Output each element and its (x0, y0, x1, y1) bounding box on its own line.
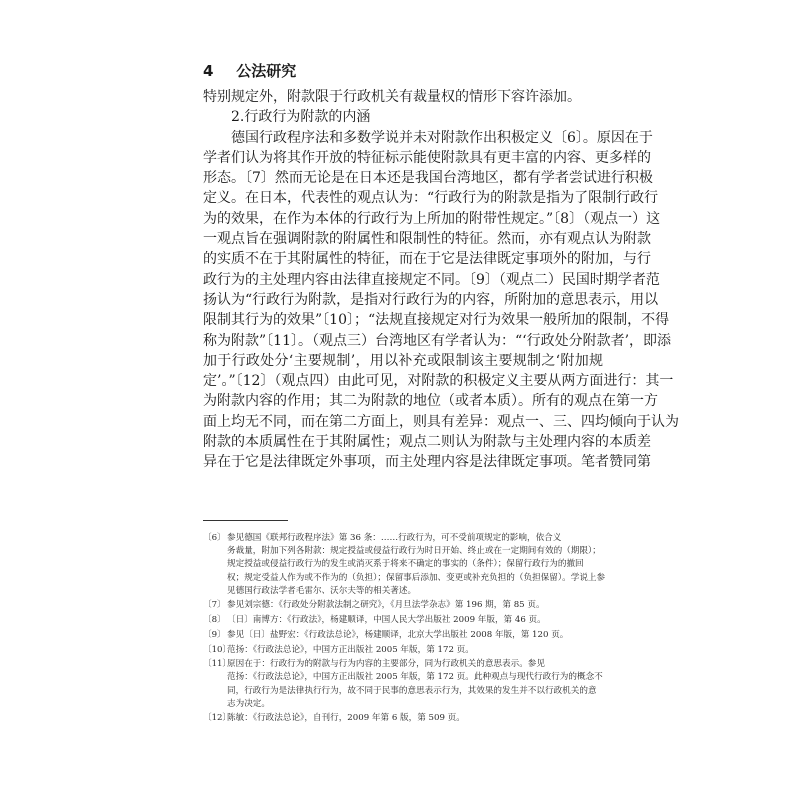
body-line: 扬认为“行政行为附款，是指对行政行为的内容，所附加的意思表示，用以 (203, 291, 659, 308)
body-line: 德国行政程序法和多数学说并未对附款作出积极定义〔6〕。原因在于 (231, 129, 653, 146)
footnote (203, 658, 603, 711)
footnote-text: 原因在于：行政行为的附款与行为内容的主要部分，同为行政机关的意思表示。参见 (227, 659, 545, 670)
page-number: 4 (203, 62, 214, 80)
footnote-line (203, 558, 603, 571)
body-line: 称为附款”〔11〕。（观点三）台湾地区有学者认为：“‘行政处分附款者’，即添 (203, 332, 672, 349)
body-line: 政行为的主处理内容由法律直接规定不同。〔9〕（观点二）民国时期学者范 (203, 271, 660, 288)
footnote-line (203, 658, 603, 671)
footnote-marker: 〔8〕 (203, 615, 226, 626)
journal-title: 公法研究 (236, 62, 297, 80)
body-line: 学者们认为将其作开放的特征标示能使附款具有更丰富的内容、更多样的 (203, 149, 651, 166)
footnote-divider (203, 520, 288, 521)
footnote-text: 务裁量，附加下列各附款：规定授益或侵益行政行为时日开始、终止或在一定期间有效的（期限）； (227, 546, 601, 557)
footnote (203, 614, 603, 627)
body-line: 2.行政行为附款的内涵 (231, 109, 371, 126)
footnote-text: 权；规定受益人作为或不作为的（负担）；保留事后添加、变更或补充负担的（负担保留）。学说上参 (227, 572, 606, 583)
footnote-marker: 〔11〕 (203, 659, 232, 670)
footnote-marker: 〔9〕 (203, 629, 226, 640)
body-line: 特别规定外，附款限于行政机关有裁量权的情形下容许添加。 (203, 89, 581, 105)
body-line: 面上均无不同，而在第二方面上，则具有差异：观点一、三、四均倾向于认为 (203, 413, 679, 430)
body-text (203, 87, 679, 473)
footnote-text: 规定授益或侵益行政行为的发生或消灭系于将来不确定的事实的（条件）；保留行政行为的撤回 (227, 559, 584, 570)
footnote-line (203, 629, 603, 642)
body-line: 的实质不在于其附属性的特征，而在于它是法律既定事项外的附加，与行 (203, 251, 651, 268)
footnote (203, 712, 603, 725)
footnote (203, 532, 606, 598)
footnote-line (203, 532, 603, 545)
footnote-line (203, 585, 603, 598)
footnote-marker: 〔7〕 (203, 600, 226, 611)
footnote-line (203, 671, 603, 684)
footnote-marker: 〔6〕 (203, 533, 226, 543)
footnotes (203, 532, 606, 727)
body-line: 定’。”〔12〕（观点四）由此可见，对附款的积极定义主要从两方面进行：其一 (203, 373, 674, 390)
footnote-text: 见德国行政法学者毛雷尔、沃尔夫等的相关著述。 (227, 585, 417, 596)
footnote-text: 范扬：《行政法总论》，中国方正出版社 2005 年版，第 172 页。此种观点与现代行政行为的概念不 (227, 672, 603, 683)
footnote (203, 644, 603, 657)
footnote-text: 同，行政行为是法律执行行为，故不同于民事的意思表示行为，其效果的发生并不以行政机关的意 (227, 685, 597, 696)
footnote-marker: 〔10〕 (203, 644, 232, 655)
body-line: 加于行政处分‘主要规制’，用以补充或限制该主要规制之‘附加规 (203, 352, 603, 369)
body-line: 形态。〔7〕然而无论是在日本还是我国台湾地区，都有学者尝试进行积极 (203, 170, 653, 187)
footnote-text: 陈敏：《行政法总论》，自刊行，2009 年第 6 版，第 509 页。 (227, 713, 465, 724)
footnote-text: 志为决定。 (227, 698, 270, 709)
body-line: 限制其行为的效果”〔10〕；“法规直接规定对行为效果一般所加的限制，不得 (203, 312, 670, 329)
body-line: 为附款内容的作用；其二为附款的地位（或者本质）。所有的观点在第一方 (203, 393, 658, 410)
footnote-text: 范扬：《行政法总论》，中国方正出版社 2005 年版，第 172 页。 (227, 644, 474, 655)
footnote-line (203, 545, 603, 558)
body-line: 定义。在日本，代表性的观点认为：“行政行为的附款是指为了限制行政行 (203, 190, 659, 207)
footnote-line (203, 644, 603, 657)
footnote-text: 〔日〕南博方：《行政法》，杨建顺译，中国人民大学出版社 2009 年版，第 46 页。 (227, 615, 546, 626)
footnote-line (203, 685, 603, 698)
footnote (203, 629, 603, 642)
footnote-line (203, 599, 603, 612)
footnote-line (203, 712, 603, 725)
footnote-line (203, 614, 603, 627)
running-header (203, 60, 296, 81)
footnote-text: 参见〔日〕盐野宏：《行政法总论》，杨建顺译，北京大学出版社 2008 年版，第 120 页。 (227, 629, 569, 640)
footnote-marker: 〔12〕 (203, 713, 232, 724)
footnote-line (203, 572, 606, 585)
footnote-line (203, 698, 603, 711)
body-line: 为的效果，在作为本体的行政行为上所加的附带性规定。”〔8〕（观点一）这 (203, 210, 661, 227)
body-line: 一观点旨在强调附款的附属性和限制性的特征。然而，亦有观点认为附款 (203, 231, 651, 248)
footnote-text: 参见刘宗德：《行政处分附款法制之研究》，《月旦法学杂志》第 196 期，第 85 页。 (227, 600, 545, 611)
footnote (203, 599, 603, 612)
body-line: 异在于它是法律既定外事项，而主处理内容是法律既定事项。笔者赞同第 (203, 454, 651, 471)
footnote-text: 参见德国《联邦行政程序法》第 36 条：……行政行为，可不受前项规定的影响，依合义 (227, 533, 562, 543)
body-line: 附款的本质属性在于其附属性；观点二则认为附款与主处理内容的本质差 (203, 434, 651, 451)
